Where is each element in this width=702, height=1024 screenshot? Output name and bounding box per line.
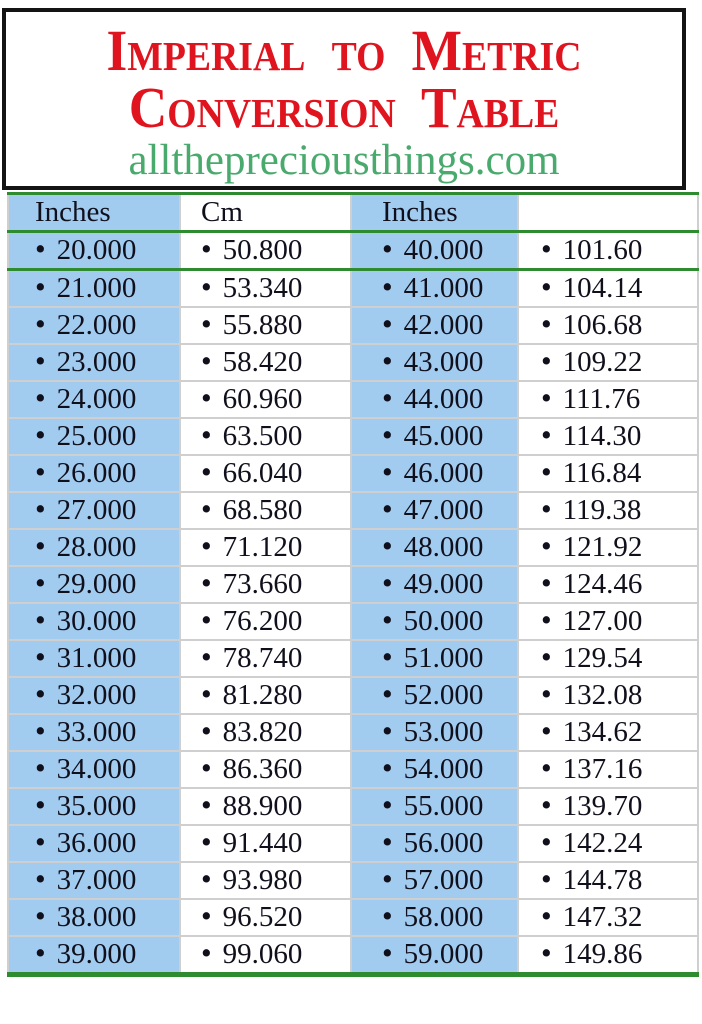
bullet-icon: • (35, 455, 46, 489)
bullet-icon: • (541, 232, 552, 266)
bullet-icon: • (541, 677, 552, 711)
cell-value: 78.740 (222, 642, 303, 674)
cm-cell (180, 529, 351, 566)
bullet-icon: • (541, 751, 552, 785)
bullet-icon: • (201, 381, 212, 415)
cm-cell (518, 529, 698, 566)
cell-value: 137.16 (562, 753, 643, 785)
cell-value: 91.440 (222, 827, 303, 859)
inches-cell (8, 529, 180, 566)
cell-value: 50.000 (403, 605, 484, 637)
table-row (8, 862, 698, 899)
cm-cell (180, 862, 351, 899)
cm-cell (518, 751, 698, 788)
inches-cell (351, 529, 518, 566)
cell-value: 33.000 (56, 716, 137, 748)
cell-value: 121.92 (562, 531, 643, 563)
cell-value: 81.280 (222, 679, 303, 711)
cell-value: 93.980 (222, 864, 303, 896)
cell-value: 71.120 (222, 531, 303, 563)
cm-cell (518, 381, 698, 418)
cell-value: 24.000 (56, 383, 137, 415)
cm-cell (180, 566, 351, 603)
bullet-icon: • (35, 788, 46, 822)
cm-cell (180, 270, 351, 308)
cm-cell (180, 381, 351, 418)
cell-value: 23.000 (56, 346, 137, 378)
inches-cell (8, 714, 180, 751)
inches-cell (8, 788, 180, 825)
cell-value: 51.000 (403, 642, 484, 674)
cell-value: 58.000 (403, 901, 484, 933)
inches-cell (351, 232, 518, 270)
conversion-table (7, 192, 697, 977)
cell-value: 22.000 (56, 309, 137, 341)
bullet-icon: • (382, 677, 393, 711)
cell-value: 50.800 (222, 234, 303, 266)
cm-cell (518, 270, 698, 308)
inches-cell (8, 751, 180, 788)
cm-cell (518, 344, 698, 381)
cell-value: 99.060 (222, 938, 303, 970)
cell-value: 37.000 (56, 864, 137, 896)
website-url: allthepreciousthings.com (128, 137, 560, 184)
bullet-icon: • (35, 529, 46, 563)
inches-cell (8, 232, 180, 270)
bullet-icon: • (541, 862, 552, 896)
bullet-icon: • (35, 603, 46, 637)
cell-value: 88.900 (222, 790, 303, 822)
bullet-icon: • (541, 344, 552, 378)
bullet-icon: • (382, 344, 393, 378)
inches-cell (8, 862, 180, 899)
table-row (8, 381, 698, 418)
cm-cell (180, 788, 351, 825)
bullet-icon: • (382, 418, 393, 452)
table-row (8, 566, 698, 603)
conversion-table-grid (7, 192, 699, 977)
cm-cell (518, 492, 698, 529)
cell-value: 47.000 (403, 494, 484, 526)
bullet-icon: • (201, 751, 212, 785)
table-row (8, 825, 698, 862)
cell-value: 30.000 (56, 605, 137, 637)
table-row (8, 936, 698, 975)
cell-value: 40.000 (403, 234, 484, 266)
column-header-inches-2: Inches (351, 194, 518, 232)
cell-value: 66.040 (222, 457, 303, 489)
inches-cell (351, 270, 518, 308)
cell-value: 56.000 (403, 827, 484, 859)
cell-value: 55.880 (222, 309, 303, 341)
bullet-icon: • (35, 566, 46, 600)
cell-value: 42.000 (403, 309, 484, 341)
inches-cell (8, 344, 180, 381)
inches-cell (8, 307, 180, 344)
bullet-icon: • (201, 714, 212, 748)
cm-cell (518, 640, 698, 677)
bullet-icon: • (35, 307, 46, 341)
bullet-icon: • (35, 862, 46, 896)
bullet-icon: • (201, 899, 212, 933)
inches-cell (8, 677, 180, 714)
inches-cell (351, 603, 518, 640)
bullet-icon: • (382, 825, 393, 859)
table-row (8, 344, 698, 381)
cell-value: 96.520 (222, 901, 303, 933)
cm-cell (180, 307, 351, 344)
bullet-icon: • (201, 455, 212, 489)
cell-value: 43.000 (403, 346, 484, 378)
conversion-table-body (8, 232, 698, 975)
bullet-icon: • (541, 418, 552, 452)
cell-value: 35.000 (56, 790, 137, 822)
bullet-icon: • (201, 232, 212, 266)
cell-value: 26.000 (56, 457, 137, 489)
bullet-icon: • (35, 344, 46, 378)
inches-cell (8, 270, 180, 308)
column-header-inches-1: Inches (8, 194, 180, 232)
cell-value: 106.68 (562, 309, 643, 341)
bullet-icon: • (201, 788, 212, 822)
bullet-icon: • (541, 899, 552, 933)
table-row (8, 455, 698, 492)
cm-cell (180, 232, 351, 270)
inches-cell (351, 677, 518, 714)
bullet-icon: • (541, 455, 552, 489)
cell-value: 54.000 (403, 753, 484, 785)
bullet-icon: • (382, 455, 393, 489)
cm-cell (518, 677, 698, 714)
cm-cell (180, 899, 351, 936)
cell-value: 134.62 (562, 716, 643, 748)
cm-cell (518, 862, 698, 899)
cell-value: 119.38 (562, 494, 642, 526)
bullet-icon: • (541, 566, 552, 600)
inches-cell (351, 936, 518, 975)
bullet-icon: • (201, 344, 212, 378)
inches-cell (8, 899, 180, 936)
cm-cell (180, 936, 351, 975)
bullet-icon: • (382, 788, 393, 822)
bullet-icon: • (541, 714, 552, 748)
cell-value: 142.24 (562, 827, 643, 859)
inches-cell (351, 566, 518, 603)
cell-value: 139.70 (562, 790, 643, 822)
title-box (2, 8, 686, 190)
cell-value: 101.60 (562, 234, 643, 266)
page-title-line1: Imperial to Metric (106, 18, 582, 83)
bullet-icon: • (541, 270, 552, 304)
cell-value: 44.000 (403, 383, 484, 415)
cell-value: 31.000 (56, 642, 137, 674)
bullet-icon: • (35, 714, 46, 748)
inches-cell (351, 381, 518, 418)
cell-value: 20.000 (56, 234, 137, 266)
page-title-line2: Conversion Table (128, 75, 560, 140)
inches-cell (351, 640, 518, 677)
cell-value: 36.000 (56, 827, 137, 859)
bullet-icon: • (35, 751, 46, 785)
cell-value: 39.000 (56, 938, 137, 970)
cell-value: 49.000 (403, 568, 484, 600)
cm-cell (180, 677, 351, 714)
cell-value: 53.340 (222, 272, 303, 304)
bullet-icon: • (382, 270, 393, 304)
cell-value: 63.500 (222, 420, 303, 452)
bullet-icon: • (382, 640, 393, 674)
cell-value: 29.000 (56, 568, 137, 600)
bullet-icon: • (35, 899, 46, 933)
table-row (8, 307, 698, 344)
bullet-icon: • (382, 232, 393, 266)
bullet-icon: • (201, 936, 212, 970)
cm-cell (518, 788, 698, 825)
column-header-cm-1: Cm (180, 194, 351, 232)
inches-cell (351, 862, 518, 899)
table-row (8, 603, 698, 640)
column-header-cm-2 (518, 194, 698, 232)
cm-cell (180, 603, 351, 640)
table-row (8, 232, 698, 270)
bullet-icon: • (382, 603, 393, 637)
cell-value: 46.000 (403, 457, 484, 489)
cm-cell (518, 232, 698, 270)
bullet-icon: • (541, 307, 552, 341)
table-row (8, 677, 698, 714)
bullet-icon: • (382, 936, 393, 970)
inches-cell (8, 381, 180, 418)
table-row (8, 751, 698, 788)
bullet-icon: • (382, 714, 393, 748)
table-row (8, 529, 698, 566)
bullet-icon: • (35, 232, 46, 266)
cell-value: 27.000 (56, 494, 137, 526)
cm-cell (518, 825, 698, 862)
bullet-icon: • (201, 529, 212, 563)
inches-cell (351, 714, 518, 751)
inches-cell (351, 418, 518, 455)
cell-value: 86.360 (222, 753, 303, 785)
bullet-icon: • (35, 640, 46, 674)
inches-cell (351, 899, 518, 936)
inches-cell (351, 751, 518, 788)
bullet-icon: • (541, 529, 552, 563)
inches-cell (8, 603, 180, 640)
cell-value: 28.000 (56, 531, 137, 563)
inches-cell (8, 825, 180, 862)
table-row (8, 714, 698, 751)
inches-cell (8, 492, 180, 529)
cell-value: 149.86 (562, 938, 643, 970)
bullet-icon: • (201, 307, 212, 341)
bullet-icon: • (201, 640, 212, 674)
bullet-icon: • (541, 825, 552, 859)
cm-cell (518, 603, 698, 640)
bullet-icon: • (382, 862, 393, 896)
bullet-icon: • (541, 640, 552, 674)
bullet-icon: • (35, 825, 46, 859)
bullet-icon: • (201, 270, 212, 304)
bullet-icon: • (35, 677, 46, 711)
inches-cell (8, 936, 180, 975)
bullet-icon: • (382, 307, 393, 341)
cm-cell (518, 307, 698, 344)
bullet-icon: • (541, 936, 552, 970)
table-row (8, 899, 698, 936)
cm-cell (180, 640, 351, 677)
inches-cell (351, 307, 518, 344)
table-row (8, 270, 698, 308)
bullet-icon: • (35, 418, 46, 452)
cell-value: 57.000 (403, 864, 484, 896)
inches-cell (351, 344, 518, 381)
cell-value: 25.000 (56, 420, 137, 452)
cm-cell (518, 714, 698, 751)
cm-cell (180, 714, 351, 751)
cell-value: 58.420 (222, 346, 303, 378)
inches-cell (8, 566, 180, 603)
bullet-icon: • (35, 492, 46, 526)
cm-cell (180, 751, 351, 788)
cm-cell (518, 455, 698, 492)
table-row (8, 640, 698, 677)
bullet-icon: • (541, 492, 552, 526)
bullet-icon: • (382, 529, 393, 563)
cm-cell (518, 936, 698, 975)
bullet-icon: • (35, 936, 46, 970)
cell-value: 111.76 (562, 383, 641, 415)
cell-value: 83.820 (222, 716, 303, 748)
cell-value: 68.580 (222, 494, 303, 526)
bullet-icon: • (541, 381, 552, 415)
inches-cell (351, 788, 518, 825)
bullet-icon: • (201, 492, 212, 526)
bullet-icon: • (382, 899, 393, 933)
bullet-icon: • (201, 677, 212, 711)
cell-value: 73.660 (222, 568, 303, 600)
cm-cell (180, 825, 351, 862)
bullet-icon: • (541, 788, 552, 822)
cell-value: 34.000 (56, 753, 137, 785)
cell-value: 109.22 (562, 346, 643, 378)
bullet-icon: • (35, 381, 46, 415)
cell-value: 104.14 (562, 272, 643, 304)
cell-value: 132.08 (562, 679, 643, 711)
inches-cell (8, 640, 180, 677)
cell-value: 55.000 (403, 790, 484, 822)
cell-value: 124.46 (562, 568, 643, 600)
cell-value: 60.960 (222, 383, 303, 415)
cm-cell (180, 455, 351, 492)
cell-value: 144.78 (562, 864, 643, 896)
cell-value: 116.84 (562, 457, 642, 489)
inches-cell (351, 492, 518, 529)
cell-value: 38.000 (56, 901, 137, 933)
cell-value: 45.000 (403, 420, 484, 452)
cell-value: 48.000 (403, 531, 484, 563)
cell-value: 21.000 (56, 272, 137, 304)
inches-cell (8, 418, 180, 455)
bullet-icon: • (201, 825, 212, 859)
inches-cell (8, 455, 180, 492)
inches-cell (351, 455, 518, 492)
bullet-icon: • (382, 566, 393, 600)
cell-value: 41.000 (403, 272, 484, 304)
bullet-icon: • (35, 270, 46, 304)
cm-cell (518, 418, 698, 455)
cell-value: 114.30 (562, 420, 642, 452)
table-header-row (8, 194, 698, 232)
cm-cell (180, 418, 351, 455)
bullet-icon: • (201, 566, 212, 600)
cell-value: 76.200 (222, 605, 303, 637)
table-row (8, 492, 698, 529)
cell-value: 147.32 (562, 901, 643, 933)
bullet-icon: • (201, 418, 212, 452)
cell-value: 52.000 (403, 679, 484, 711)
bullet-icon: • (201, 603, 212, 637)
bullet-icon: • (541, 603, 552, 637)
cm-cell (518, 899, 698, 936)
cell-value: 59.000 (403, 938, 484, 970)
cell-value: 129.54 (562, 642, 643, 674)
bullet-icon: • (382, 492, 393, 526)
cm-cell (180, 492, 351, 529)
cell-value: 32.000 (56, 679, 137, 711)
bullet-icon: • (382, 751, 393, 785)
bullet-icon: • (201, 862, 212, 896)
cell-value: 127.00 (562, 605, 643, 637)
cm-cell (518, 566, 698, 603)
inches-cell (351, 825, 518, 862)
bullet-icon: • (382, 381, 393, 415)
cm-cell (180, 344, 351, 381)
cell-value: 53.000 (403, 716, 484, 748)
table-row (8, 788, 698, 825)
table-row (8, 418, 698, 455)
